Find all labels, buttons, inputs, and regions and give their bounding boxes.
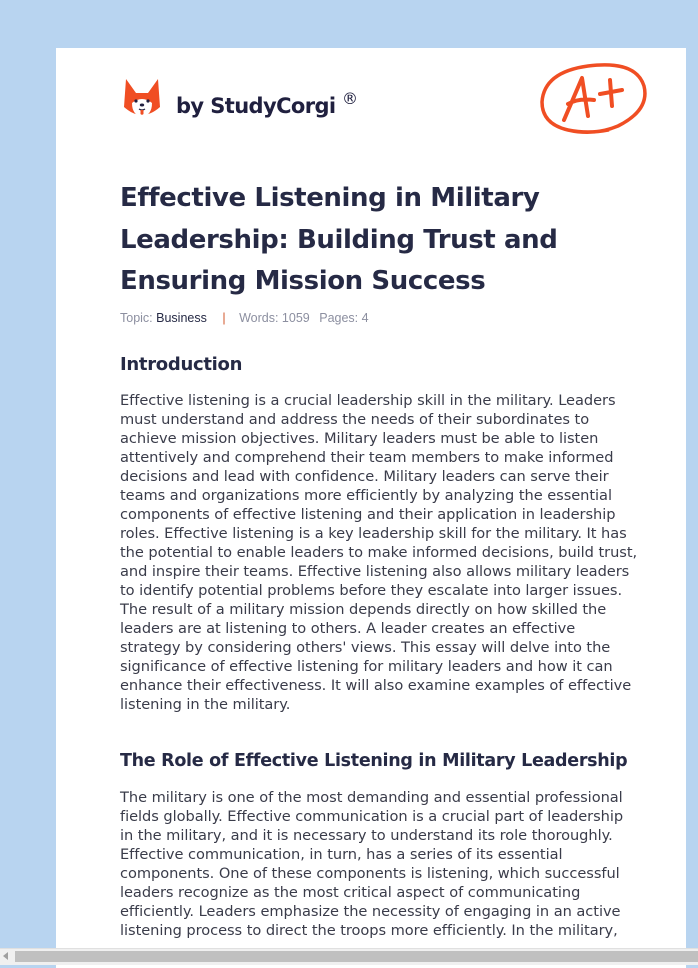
scroll-left-icon[interactable] (3, 952, 8, 960)
grade-badge (538, 58, 650, 144)
section-body-introduction: Effective listening is a crucial leadership skill in the military. Leaders must understand and address the needs of their subordinates to achieve mission objectives. Military leaders must be able to listen attentively and comprehend their team members to make informed decisions and lead with confidence. Military leaders can serve their teams and organizations more efficiently by analyzing the essential components of effective listening and their application in leadership roles. Effective listening is a key leadership skill for the military. It has the potential to enable leaders to make informed decisions, build trust, and inspire their teams. Effective listening also allows military leaders to identify potential problems before they escalate into larger issues. The result of a military mission depends directly on how skilled the leaders are at listening to others. A leader creates an effective strategy by considering others' views. This essay will delve into the significance of effective listening for military leaders and how it can enhance their effectiveness. It will also examine examples of effective listening in the military. (120, 392, 638, 713)
topic-label: Topic: (120, 311, 153, 325)
word-count: Words: 1059 (239, 311, 310, 325)
article-title: Effective Listening in Military Leadership: Building Trust and Ensuring Mission Success (120, 183, 558, 296)
brand-logo[interactable] (122, 76, 358, 122)
brand-name: by StudyCorgi (176, 94, 336, 118)
scrollbar-thumb[interactable] (15, 951, 698, 962)
horizontal-scrollbar[interactable] (0, 948, 698, 965)
section-heading-role: The Role of Effective Listening in Military Leadership (120, 751, 628, 771)
topic-link[interactable]: Business (156, 311, 207, 325)
article-meta (120, 311, 369, 325)
a-plus-grade-icon (538, 58, 650, 140)
page-count: Pages: 4 (319, 311, 369, 325)
section-body-role: The military is one of the most demanding and essential professional fields globally. Effective communication is a crucial part of leadership in the military, and it is necessary to understand its role thoroughly. Effective communication, in turn, has a series of its essential components. One of these components is listening, which successful leaders recognize as the most critical aspect of communicating efficiently. Leaders emphasize the necessity of engaging in an active listening process to direct the troops more efficiently. In the military, (120, 789, 624, 939)
meta-separator: | (222, 311, 226, 325)
corgi-logo-icon (122, 77, 162, 121)
section-heading-introduction: Introduction (120, 354, 243, 375)
registered-mark: ® (342, 89, 358, 108)
document-card (56, 48, 686, 968)
